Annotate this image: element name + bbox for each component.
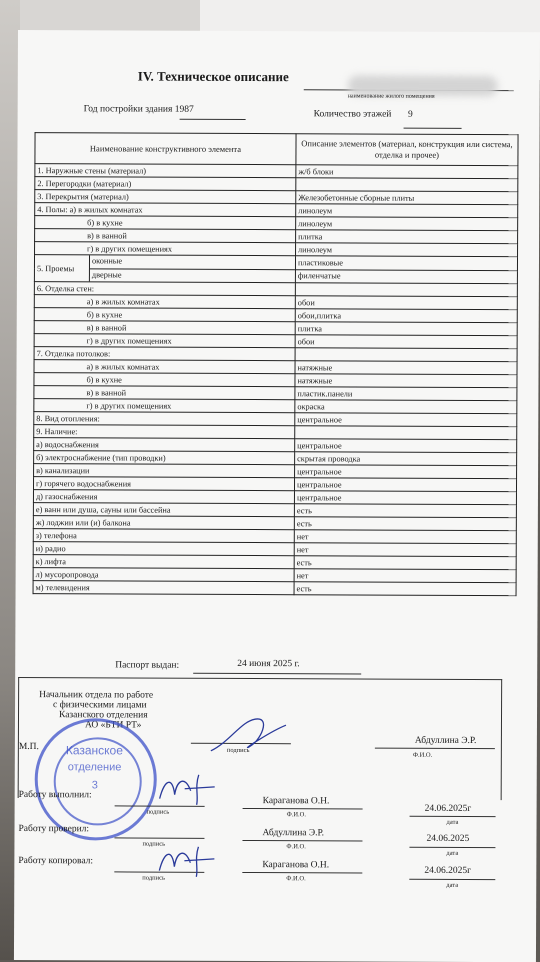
row-label: и) радио [33,542,294,556]
row-value: Железобетонные сборные плиты [296,191,518,205]
row-value: есть [294,556,516,570]
date-line [409,847,495,848]
row-value: нет [294,569,516,583]
technical-table [33,132,519,596]
row-label: г) в других помещениях [34,399,295,413]
row-label: 2. Перегородки (материал) [35,177,296,191]
stamp-text-3: 3 [91,779,98,792]
work-checked-fio-caption: Ф.И.О. [286,843,306,851]
work-copied-date-caption: дата [446,881,459,889]
work-checked-sign-caption: подпись [142,840,166,848]
year-label: Год постройки здания [83,104,173,115]
year-underline [180,119,246,120]
row-value: обои,плитка [295,309,517,323]
table-row [33,581,516,596]
row-value: центральное [294,478,516,492]
openings-split [35,255,295,282]
work-copied-fio-caption: Ф.И.О. [286,875,306,883]
head-line-3: Казанского отделения [58,710,148,721]
head-fio-caption: Ф.И.О. [412,751,433,759]
table-header-row [35,133,518,166]
floors-underline [404,128,462,129]
work-checked-fio-line [242,840,362,842]
work-done-date-line [410,816,496,817]
row-value: ж/б блоки [296,165,518,179]
row-label: з) телефона [33,529,294,543]
row-label: а) в жилых комнатах [34,360,295,374]
table-row [34,255,517,271]
head-signature-caption: подпись [226,746,250,755]
row-label: в) в ванной [35,229,296,243]
row-label: ж) лоджии или (и) балкона [33,516,294,530]
col1-header: Наименование конструктивного элемента [35,133,296,165]
row-label: л) мусоропровода [33,568,294,582]
work-checked-name: Абдуллина Э.Р. [262,828,325,839]
row-label: 7. Отделка потолков: [34,347,295,361]
row-label: б) в кухне [34,308,295,322]
year-line [180,119,246,120]
work-done-name: Караганова О.Н. [262,796,330,807]
date-line [409,879,495,880]
passport-date-line [193,673,361,675]
work-copied-name: Караганова О.Н. [262,860,330,871]
floors-line [404,128,462,129]
row-label: 8. Вид отопления: [34,412,295,426]
floors-label: Количество этажей [313,109,392,120]
fio-line [242,872,362,874]
head-signature [201,711,301,761]
row-value: скрытая проводка [295,452,517,466]
work-copied-label: Работу копировал: [18,856,94,867]
work-checked-date: 24.06.2025 [426,833,470,844]
row-label: г) горячего водоснабжения [33,477,294,491]
work-checked-label: Работу проверил: [18,824,90,835]
row-label: б) электроснабжение (тип проводки) [34,451,295,465]
work-done-label: Работу выполнил: [18,790,92,801]
row-label: 3. Перекрытия (материал) [35,190,296,204]
fio-line [242,840,362,842]
work-copied-fio-line [242,872,362,874]
row-value: есть [294,582,516,596]
row-value: натяжные [295,361,517,375]
stamp-place-label: М.П. [18,742,39,753]
openings-cell [34,255,295,283]
document-title: IV. Техническое описание [137,68,289,85]
row-label: г) в других помещениях [35,242,296,256]
floors [314,109,413,119]
openings-label: 5. Проемы [35,255,90,281]
openings-door: дверные [91,270,122,280]
row-label: д) газоснабжения [33,490,294,504]
work-checked-sign-line [114,837,204,838]
row-value: центральное [295,465,517,479]
row-label: 9. Наличие: [34,425,295,439]
row-label: а) в жилых комнатах [34,295,295,309]
work-copied-signature [154,843,224,879]
row-label: в) в ванной [34,386,295,400]
row-value: есть [294,517,516,531]
row-label: в) канализации [34,464,295,478]
row-label: 4. Полы: а) в жилых комнатах [35,203,296,217]
row-value: центральное [294,491,516,505]
row-value: центральное [295,413,517,427]
row-label: г) в других помещениях [34,334,295,348]
passport-issued-date: 24 июня 2025 г. [237,658,300,670]
floors-value: 9 [408,109,413,120]
passport-issued-label: Паспорт выдан: [115,660,180,671]
row-value: натяжные [295,374,517,388]
row-value: центральное [295,439,517,453]
row-value: пластик.панели [295,387,517,401]
row-value: нет [294,530,516,544]
row-label: 6. Отделка стен: [34,282,295,296]
row-value [295,426,517,440]
work-checked-date-line [409,847,495,848]
year-built [84,104,194,114]
row-label: м) телевидения [33,581,294,595]
row-label: б) в кухне [34,373,295,387]
head-line-4: АО «БТИ РТ» [84,720,142,731]
work-done-fio-line [243,808,363,810]
row-value: филенчатые [295,269,517,283]
col2-header: Описание элементов (материал, конструкция или система, отделка и прочее) [296,134,518,166]
row-value: плитка [296,230,518,244]
work-done-signature [155,771,225,807]
row-label: а) водоснабжения [34,438,295,452]
official-stamp [34,718,157,841]
date-line [410,816,496,817]
row-label: б) в кухне [35,216,296,230]
row-value [295,283,517,297]
title-caption: наименование жилого помещения [347,93,435,100]
row-value: обои [295,335,517,349]
document-page [14,30,540,962]
work-done-date: 24.06.2025г [424,803,472,814]
work-done-sign-caption: подпись [146,808,170,816]
row-value: линолеум [296,204,518,218]
fio-line [243,808,363,810]
row-label: в) в ванной [34,321,295,335]
openings-subs [90,255,295,282]
work-checked-date-caption: дата [446,849,459,857]
row-value: окраска [295,400,517,414]
row-value [296,178,518,192]
row-value: линолеум [296,243,518,257]
sign-line [114,837,204,838]
year-value: 1987 [174,104,194,115]
row-value [295,348,517,362]
work-copied-date: 24.06.2025г [424,865,472,876]
work-copied-sign-caption: подпись [142,874,165,882]
row-value: есть [294,504,516,518]
row-value: плитка [295,322,517,336]
row-value: нет [294,543,516,557]
row-label: 1. Наружные стены (материал) [35,164,296,178]
openings-window: оконные [90,255,295,270]
date-line [193,673,361,675]
stamp-text-2: отделение [67,761,122,774]
row-value: линолеум [296,217,518,231]
row-label: к) лифта [33,555,294,569]
work-done-fio-caption: Ф.И.О. [286,811,307,819]
head-name: Абдуллина Э.Р. [414,735,477,747]
row-label: е) ванн или душа, сауны или бассейна [33,503,294,517]
head-line-1: Начальник отдела по работе [39,690,154,701]
stamp-text-1: Казанское [65,743,123,758]
head-line-2: с физическими лицами [53,700,147,711]
row-value: пластиковые [295,256,517,270]
work-copied-date-line [409,879,495,880]
work-done-date-caption: дата [446,818,459,826]
row-value: обои [295,296,517,310]
